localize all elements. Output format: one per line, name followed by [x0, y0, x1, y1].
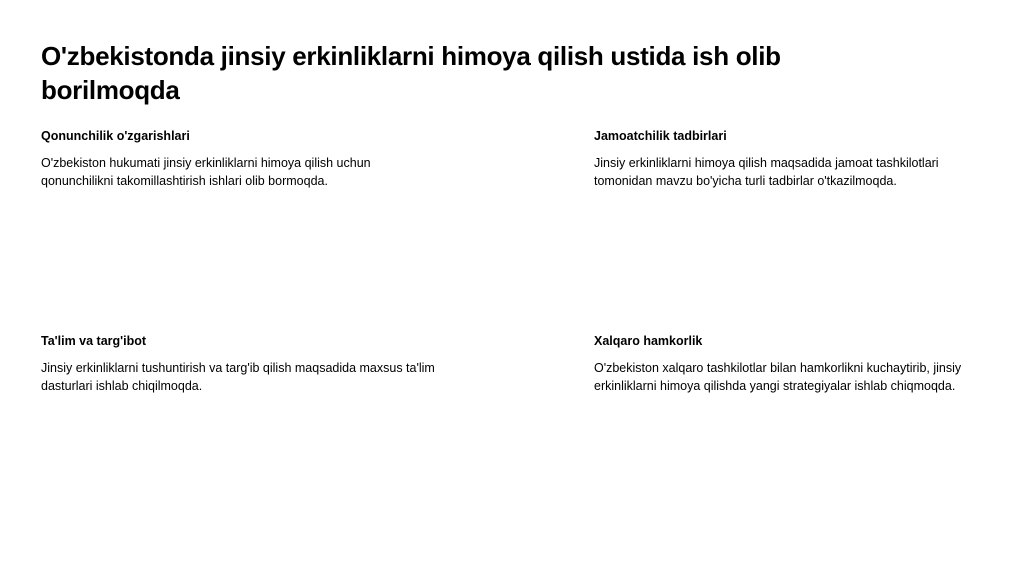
block-heading: Ta'lim va targ'ibot: [41, 334, 147, 348]
slide-title: O'zbekistonda jinsiy erkinliklarni himoya qilish ustida ish olib borilmoqda: [41, 41, 781, 105]
block-text: O'zbekiston xalqaro tashkilotlar bilan hamkorlikni kuchaytirib, jinsiy erkinliklarni himoya qilishda yangi strategiyalar ishlab chiqmoqda.: [594, 361, 962, 393]
block-text: Jinsiy erkinliklarni himoya qilish maqsadida jamoat tashkilotlari tomonidan mavzu bo'yicha turli tadbirlar o'tkazilmoqda.: [594, 156, 939, 188]
block-text: Jinsiy erkinliklarni tushuntirish va targ'ib qilish maqsadida maxsus ta'lim dasturlari ishlab chiqilmoqda.: [41, 361, 435, 393]
content-block-international: [594, 333, 994, 395]
block-heading: Jamoatchilik tadbirlari: [594, 129, 727, 143]
block-text: O'zbekiston hukumati jinsiy erkinliklarni himoya qilish uchun qonunchilikni takomillashtirish ishlari olib bormoqda.: [41, 156, 371, 188]
block-heading: Xalqaro hamkorlik: [594, 334, 703, 348]
block-heading: Qonunchilik o'zgarishlari: [41, 129, 190, 143]
content-block-education: [41, 333, 441, 395]
content-block-public-events: [594, 128, 994, 190]
content-block-legislation: [41, 128, 441, 190]
